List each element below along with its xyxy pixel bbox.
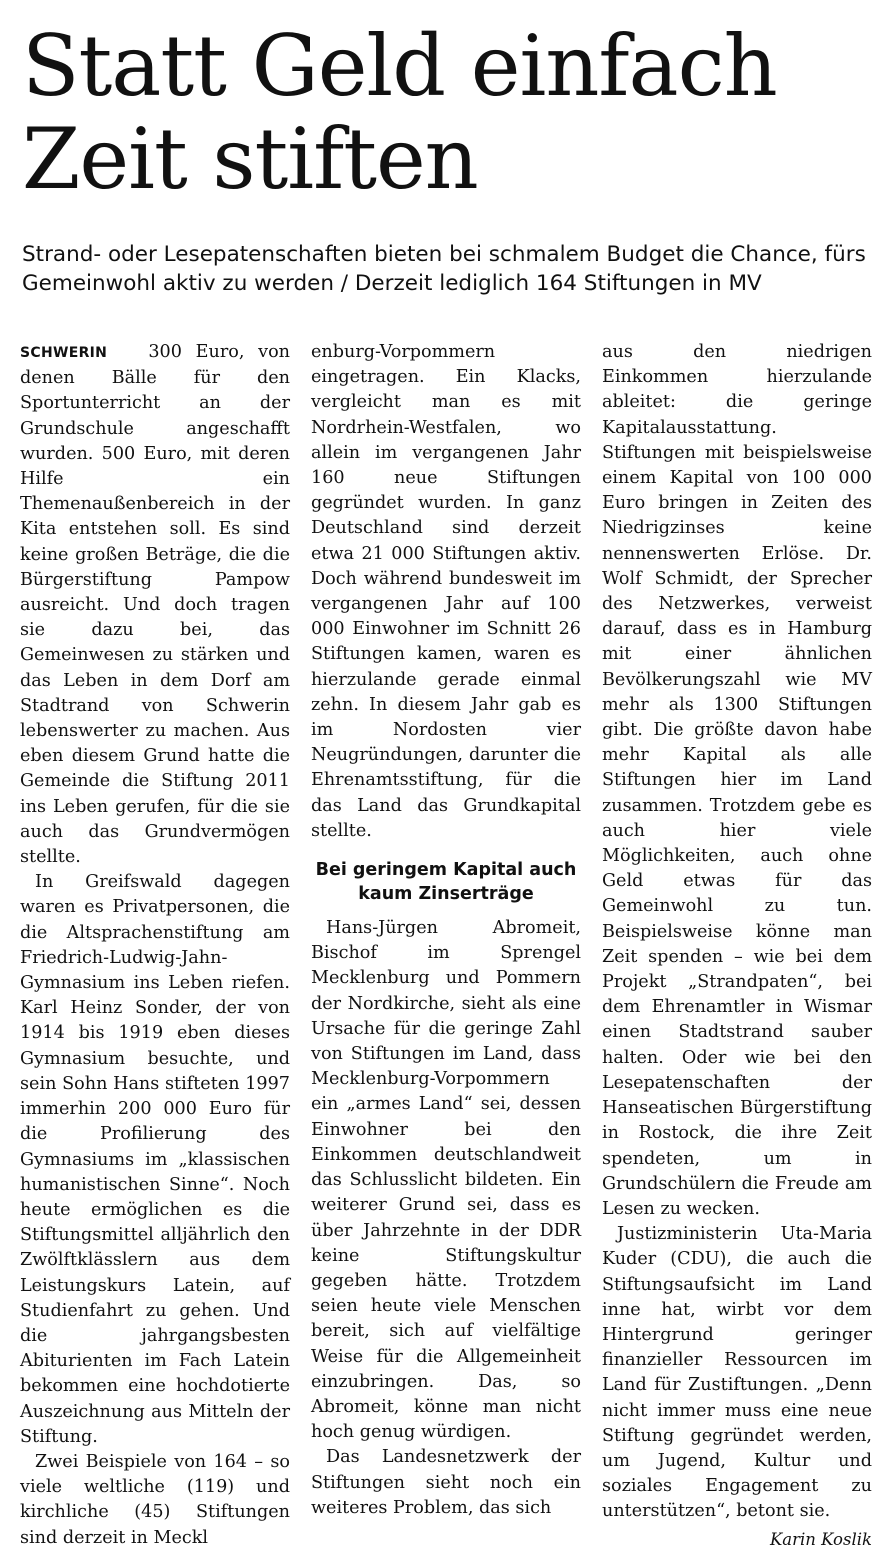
- author-byline: Karin Koslik: [769, 1529, 872, 1549]
- article-column-2: [311, 340, 581, 1518]
- dateline: SCHWERIN: [20, 345, 108, 361]
- article-paragraph: enburg-Vorpommern eingetragen. Ein Klacks, vergleicht man es mit Nordrhein-Westfalen, wo allein im vergangenen Jahr 160 neue Stiftungen gegründet wurden. In ganz Deutschland sind derzeit etwa 21 000 Stiftungen aktiv. Doch während bundesweit im vergangenen Jahr auf 100 000 Einwohner im Schnitt 26 Stiftungen kamen, waren es hierzulande gerade einmal zehn. In diesem Jahr gab es im Nordosten vier Neugründungen, darunter die Ehrenamtsstiftung, für die das Land das Grundkapital stellte.: [311, 342, 581, 841]
- article-paragraph: In Greifswald dagegen waren es Privatpersonen, die die Altsprachenstiftung am Friedrich-Ludwig-Jahn-Gymnasium ins Leben riefen. Karl Heinz Sonder, der von 1914 bis 1919 eben dieses Gymnasium besuchte, und sein Sohn Hans stifteten 1997 immerhin 200 000 Euro für die Profilierung des Gymnasiums im „klassischen humanistischen Sinne“. Noch heute ermöglichen es die Stiftungsmittel alljährlich den Zwölftklässlern aus dem Leistungskurs Latein, auf Studienfahrt zu gehen. Und die jahrgangsbesten Abiturienten im Fach Latein bekommen eine hochdotierte Auszeichnung aus Mitteln der Stiftung.: [20, 872, 290, 1447]
- article-headline: Statt Geld einfach Zeit stiften: [22, 17, 777, 208]
- article-subhead: Strand- oder Lesepatenschaften bieten bei schmalem Budget die Chance, fürs Gemeinwohl aktiv zu werden / Derzeit lediglich 164 Stiftungen in MV: [22, 242, 866, 296]
- article-paragraph: [20, 340, 290, 870]
- article-paragraph: Zwei Beispiele von 164 – so viele weltliche (119) und kirchliche (45) Stiftungen sind derzeit in Meckl: [20, 1451, 290, 1548]
- article-column-3: [602, 340, 872, 1549]
- paragraph-text: 300 Euro, von denen Bälle für den Sportunterricht an der Grundschule angeschafft wurden. 500 Euro, mit deren Hilfe ein Themenaußenbereich in der Kita entstehen soll. Es sind keine großen Beträge, die die Bürgerstiftung Pampow ausreicht. Und doch tragen sie dazu bei, das Gemeinwesen zu stärken und das Leben in dem Dorf am Stadtrand von Schwerin lebenswerter zu machen. Aus eben diesem Grund hatte die Gemeinde die Stiftung 2011 ins Leben gerufen, für die sie auch das Grundvermögen stellte.: [20, 342, 290, 868]
- article-paragraph: Das Landesnetzwerk der Stiftungen sieht noch ein weiteres Problem, das sich: [311, 1447, 581, 1518]
- article-paragraph: Justizministerin Uta-Maria Kuder (CDU), die auch die Stiftungsaufsicht im Land inne hat, wirbt vor dem Hintergrund geringer finanzieller Ressourcen im Land für Zustiftungen. „Denn nicht immer muss eine neue Stiftung gegründet werden, um Jugend, Kultur und soziales Engagement zu unterstützen“, betont sie.: [602, 1224, 872, 1522]
- article-column-1: [20, 340, 290, 1548]
- article-subheading: Bei geringem Kapital auch kaum Zinserträge: [315, 860, 577, 905]
- article-paragraph: aus den niedrigen Einkommen hierzulande ableitet: die geringe Kapitalausstattung. Stiftungen mit beispielsweise einem Kapital von 100 000 Euro bringen in Zeiten des Niedrigzinses keine nennenswerten Erlöse. Dr. Wolf Schmidt, der Sprecher des Netzwerkes, verweist darauf, dass es in Hamburg mit einer ähnlichen Bevölkerungszahl wie MV mehr als 1300 Stiftungen gibt. Die größte davon habe mehr Kapital als alle Stiftungen hier im Land zusammen. Trotzdem gebe es auch hier viele Möglichkeiten, auch ohne Geld etwas für das Gemeinwohl zu tun. Beispielsweise könne man Zeit spenden – wie bei dem Projekt „Strandpaten“, bei dem Ehrenamtler in Wismar einen Stadtstrand sauber halten. Oder wie bei den Lesepatenschaften der Hanseatischen Bürgerstiftung in Rostock, die ihre Zeit spendeten, um in Grundschülern die Freude am Lesen zu wecken.: [602, 342, 872, 1219]
- article-paragraph: Hans-Jürgen Abromeit, Bischof im Sprengel Mecklenburg und Pommern der Nordkirche, sieht als eine Ursache für die geringe Zahl von Stiftungen im Land, dass Mecklenburg-Vorpommern ein „armes Land“ sei, dessen Einwohner bei den Einkommen deutschlandweit das Schlusslicht bildeten. Ein weiterer Grund sei, dass es über Jahrzehnte in der DDR keine Stiftungskultur gegeben hätte. Trotzdem seien heute viele Menschen bereit, sich auf vielfältige Weise für die Allgemeinheit einzubringen. Das, so Abromeit, könne man nicht hoch genug würdigen.: [311, 918, 581, 1443]
